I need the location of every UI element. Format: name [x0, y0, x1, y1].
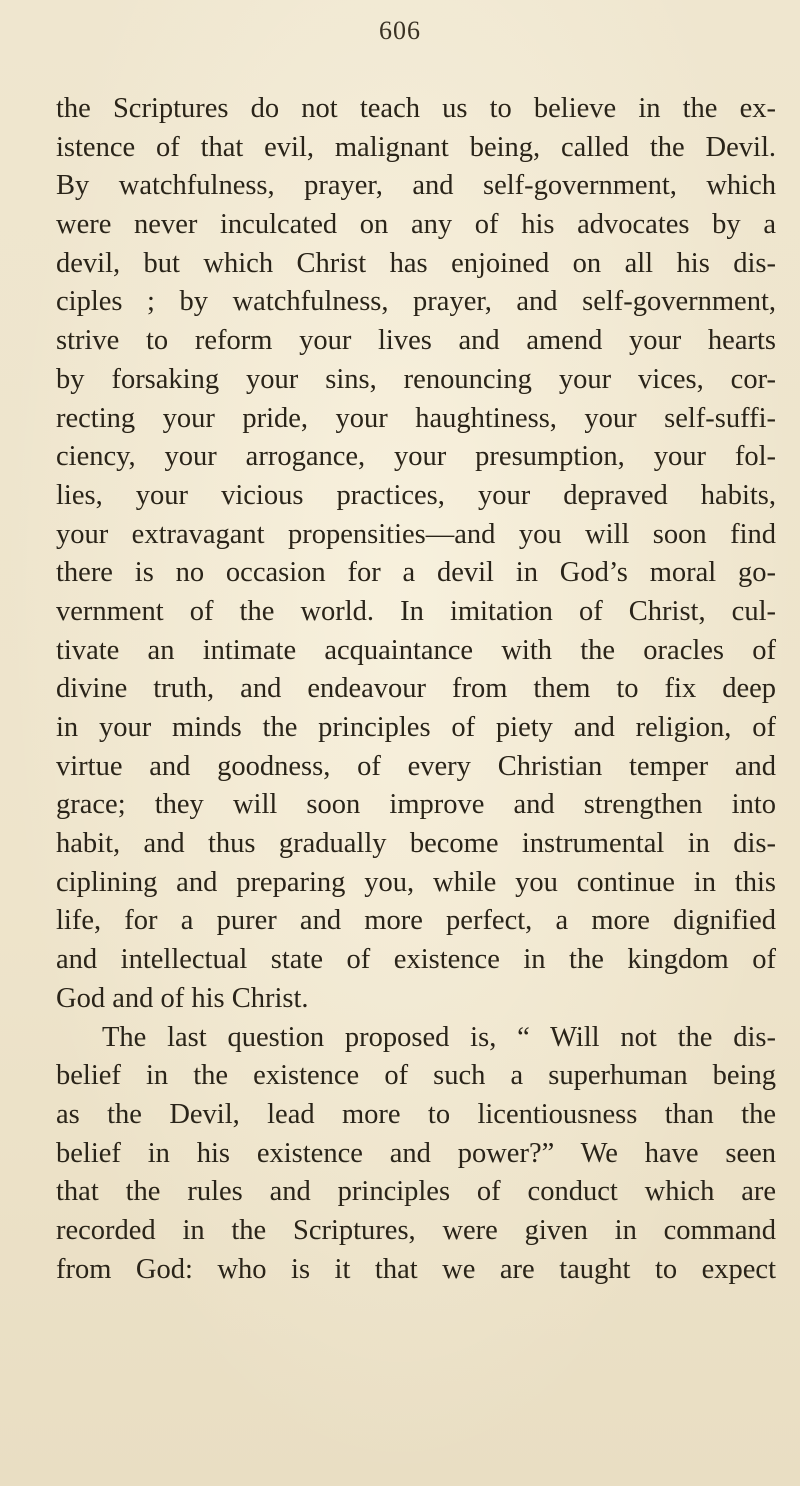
text-line: belief in the existence of such a superhuman being	[56, 1060, 776, 1092]
text-line: and intellectual state of existence in the kingdom of	[56, 944, 776, 976]
text-line: recting your pride, your haughtiness, your self-suffi-	[56, 402, 776, 434]
text-line: that the rules and principles of conduct which are	[56, 1176, 776, 1208]
text-line: were never inculcated on any of his advocates by a	[56, 209, 776, 241]
text-line: ciency, your arrogance, your presumption, your fol-	[56, 441, 776, 473]
text-line: strive to reform your lives and amend your hearts	[56, 325, 776, 357]
text-line: from God: who is it that we are taught to expect	[56, 1253, 776, 1285]
text-line: in your minds the principles of piety and religion, of	[56, 712, 776, 743]
text-line: virtue and goodness, of every Christian temper and	[56, 750, 776, 782]
text-line: by forsaking your sins, renouncing your vices, cor-	[56, 363, 776, 395]
text-line: belief in his existence and power?” We have seen	[56, 1137, 776, 1169]
text-line: there is no occasion for a devil in God’s moral go-	[56, 557, 776, 589]
text-line: life, for a purer and more perfect, a more dignified	[56, 905, 776, 937]
paragraph-start-line: The last question proposed is, “ Will not the dis-	[102, 1021, 776, 1053]
text-line: istence of that evil, malignant being, called the Devil.	[56, 131, 776, 163]
text-line: ciples ; by watchfulness, prayer, and self-government,	[56, 286, 776, 318]
text-line: the Scriptures do not teach us to believe in the ex-	[56, 93, 776, 124]
paragraph-end-line: God and of his Christ.	[56, 982, 309, 1014]
text-line: tivate an intimate acquaintance with the oracles of	[56, 634, 776, 666]
text-line: devil, but which Christ has enjoined on all his dis-	[56, 247, 776, 279]
text-line: lies, your vicious practices, your depraved habits,	[56, 479, 776, 511]
text-line: as the Devil, lead more to licentiousness than the	[56, 1098, 776, 1130]
text-line: grace; they will soon improve and strengthen into	[56, 789, 776, 821]
text-line: your extravagant propensities—and you will soon find	[56, 518, 776, 550]
text-line: habit, and thus gradually become instrumental in dis-	[56, 828, 776, 860]
text-line: recorded in the Scriptures, were given in command	[56, 1214, 776, 1246]
body-text	[56, 90, 776, 1289]
text-line: divine truth, and endeavour from them to fix deep	[56, 673, 776, 705]
text-line: By watchfulness, prayer, and self-government, which	[56, 170, 776, 202]
text-line: ciplining and preparing you, while you continue in this	[56, 866, 776, 898]
text-line: vernment of the world. In imitation of Christ, cul-	[56, 595, 776, 627]
page-number: 606	[379, 16, 421, 45]
